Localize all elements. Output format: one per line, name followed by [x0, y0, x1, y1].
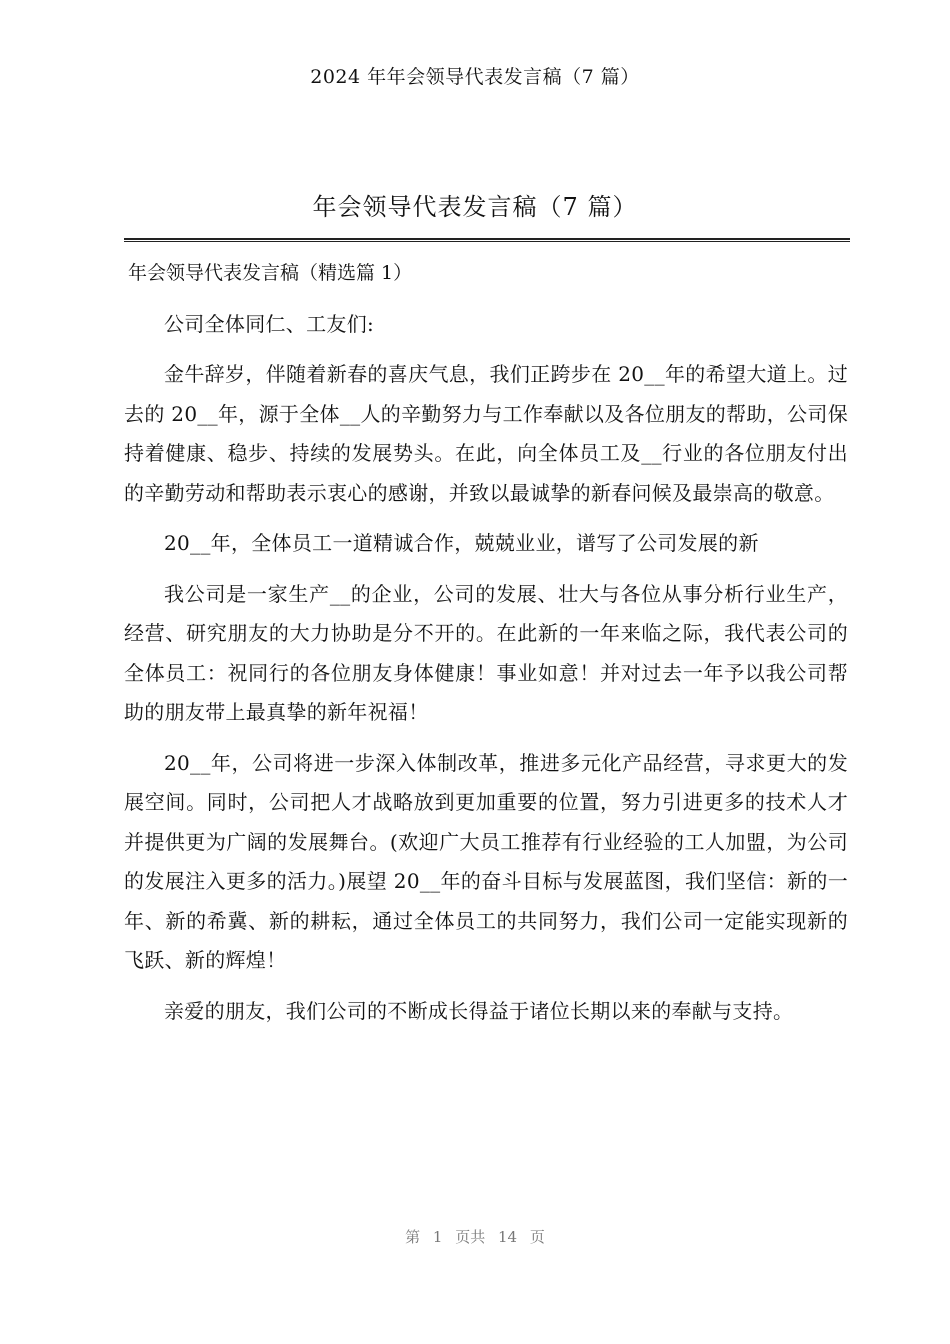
- title-divider: [124, 238, 850, 242]
- body-paragraph: 20__年，公司将进一步深入体制改革，推进多元化产品经营，寻求更大的发展空间。同时，公司把人才战略放到更加重要的位置，努力引进更多的技术人才并提供更为广阔的发展舞台。(欢迎广大员工推荐有行业经验的工人加盟，为公司的发展注入更多的活力。)展望 20__年的奋斗目标与发展蓝图，我们坚信：新的一年、新的希冀、新的耕耘，通过全体员工的共同努力，我们公司一定能实现新的飞跃、新的辉煌！: [124, 750, 848, 972]
- body-paragraph: 20__年，全体员工一道精诚合作，兢兢业业，谱写了公司发展的新: [164, 531, 759, 555]
- body-paragraph: 我公司是一家生产__的企业，公司的发展、壮大与各位从事分析行业生产，经营、研究朋友的大力协助是分不开的。在此新的一年来临之际，我代表公司的全体员工：祝同行的各位朋友身体健康！事业如意！并对过去一年予以我公司帮助的朋友带上最真挚的新年祝福！: [124, 581, 848, 724]
- page-header: 2024 年年会领导代表发言稿（7 篇）: [310, 66, 640, 88]
- salutation-paragraph: 公司全体同仁、工友们:: [164, 311, 375, 336]
- document-body: [124, 254, 848, 1042]
- body-paragraph: 金牛辞岁，伴随着新春的喜庆气息，我们正跨步在 20__年的希望大道上。过去的 20__年，源于全体__人的辛勤努力与工作奉献以及各位朋友的帮助，公司保持着健康、稳步、持续的发展势头。在此，向全体员工及__行业的各位朋友付出的辛勤劳动和帮助表示衷心的感谢，并致以最诚挚的新春问候及最崇高的敬意。: [124, 362, 848, 505]
- section-heading: 年会领导代表发言稿（精选篇 1）: [128, 262, 413, 284]
- body-paragraph: 亲爱的朋友，我们公司的不断成长得益于诸位长期以来的奉献与支持。: [164, 998, 794, 1023]
- document-title: 年会领导代表发言稿（7 篇）: [312, 193, 638, 221]
- page-number-footer: 第 1 页共 14 页: [405, 1228, 545, 1246]
